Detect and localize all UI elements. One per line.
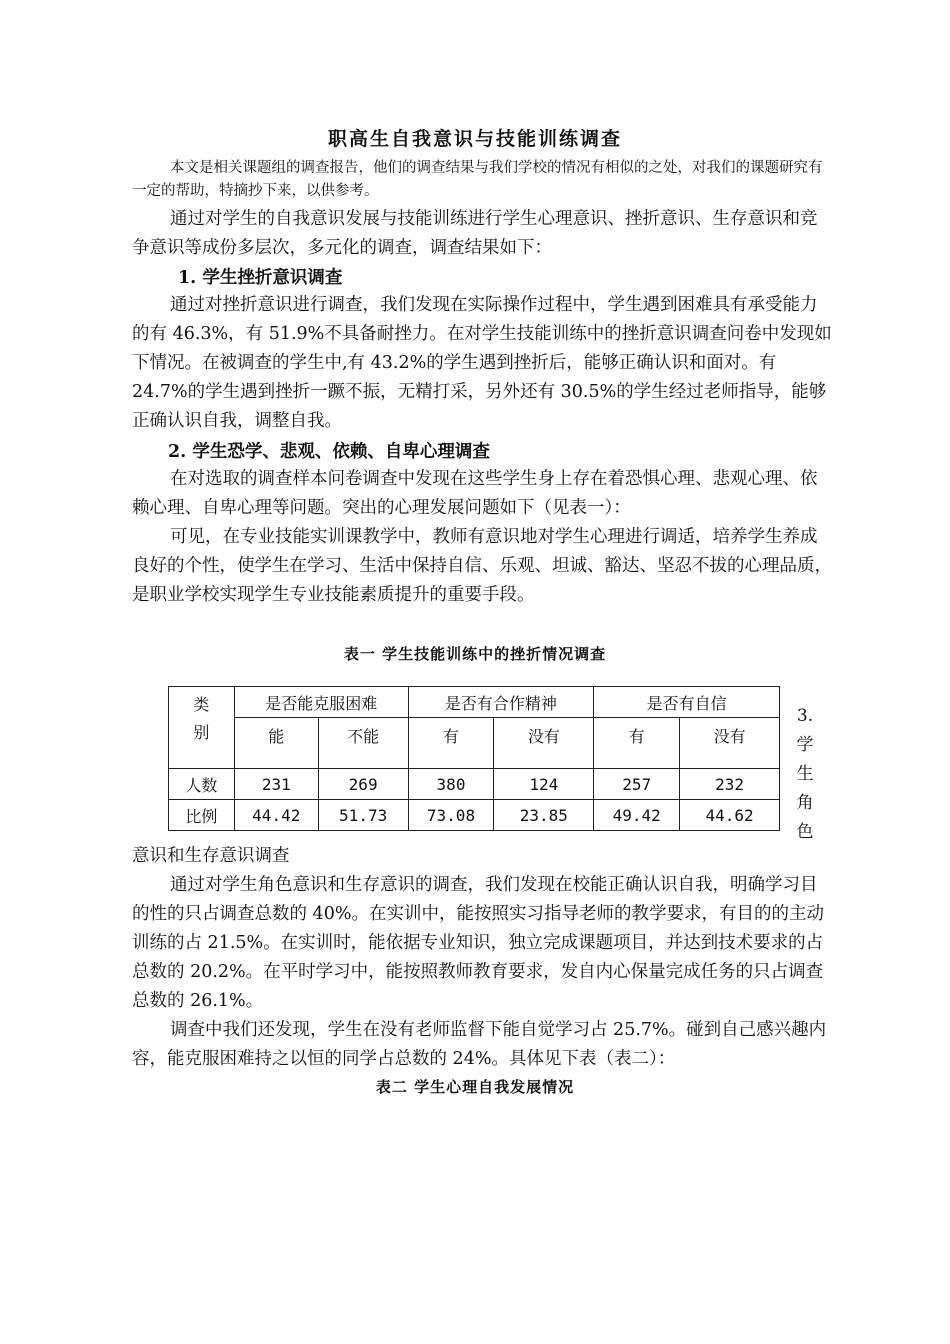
table-cell: 23.85 xyxy=(494,800,594,831)
overview-paragraph: 通过对学生的自我意识发展与技能训练进行学生心理意识、挫折意识、生存意识和竞争意识等成份多层次，多元化的调查，调查结果如下： xyxy=(132,209,818,258)
intro-note: 本文是相关课题组的调查报告，他们的调查结果与我们学校的情况有相似的之处，对我们的课题研究有一定的帮助，特摘抄下来，以供参考。 xyxy=(132,160,823,199)
row-label: 比例 xyxy=(169,800,235,831)
section-2-text-2: 可见，在专业技能实训课教学中，教师有意识地对学生心理进行调适，培养学生养成良好的个性，使学生在学习、生活中保持自信、乐观、坦诚、豁达、坚忍不拔的心理品质，是职业学校实现学生专业技能素质提升的重要手段。 xyxy=(132,527,832,605)
heading-char: 3. xyxy=(796,706,814,726)
group-header: 是否有合作精神 xyxy=(408,687,594,718)
section-1-heading: 1. 学生挫折意识调查 xyxy=(178,268,343,288)
table-cell: 73.08 xyxy=(408,800,494,831)
table-row xyxy=(169,800,780,831)
sub-header: 没有 xyxy=(680,718,780,769)
heading-char: 生 xyxy=(796,764,814,784)
heading-char: 色 xyxy=(796,822,814,842)
sub-header: 有 xyxy=(408,718,494,769)
table-cell: 124 xyxy=(494,769,594,800)
table-cell: 49.42 xyxy=(594,800,680,831)
table-row xyxy=(169,769,780,800)
section-1-text: 通过对挫折意识进行调查，我们发现在实际操作过程中，学生遇到困难具有承受能力的有 46.3%，有 51.9%不具备耐挫力。在对学生技能训练中的挫折意识调查问卷中发现如下情况。在被调查的学生中,有 43.2%的学生遇到挫折后，能够正确认识和面对。有 24.7%的学生遇到挫折一蹶不振，无精打采，另外还有 30.5%的学生经过老师指导，能够正确认识自我，调整自我。 xyxy=(132,295,832,431)
sub-header: 不能 xyxy=(318,718,408,769)
sub-header: 有 xyxy=(594,718,680,769)
table-cell: 269 xyxy=(318,769,408,800)
section-3-text-2: 调查中我们还发现，学生在没有老师监督下能自觉学习占 25.7%。碰到自己感兴趣内容，能克服困难持之以恒的同学占总数的 24%。具体见下表（表二）： xyxy=(132,1020,827,1069)
section-2-heading: 2. 学生恐学、悲观、依赖、自卑心理调查 xyxy=(168,442,490,462)
category-label-part: 别 xyxy=(193,723,210,742)
table-cell: 51.73 xyxy=(318,800,408,831)
table-1-caption: 表一 学生技能训练中的挫折情况调查 xyxy=(343,645,607,663)
group-header: 是否有自信 xyxy=(594,687,780,718)
sub-header: 能 xyxy=(234,718,318,769)
table-cell: 232 xyxy=(680,769,780,800)
section-3-heading-rest: 意识和生存意识调查 xyxy=(132,846,290,866)
table-2-caption: 表二 学生心理自我发展情况 xyxy=(375,1078,575,1096)
table-cell: 257 xyxy=(594,769,680,800)
category-label-part: 类 xyxy=(193,695,210,714)
heading-char: 学 xyxy=(796,735,814,755)
section-3-text-1: 通过对学生角色意识和生存意识的调查，我们发现在校能正确认识自我，明确学习目的性的只占调查总数的 40%。在实训中，能按照实习指导老师的教学要求，有目的的主动训练的占 21.5%。在实训时，能依据专业知识，独立完成课题项目，并达到技术要求的占总数的 20.2%。在平时学习中，能按照教师教育要求，发自内心保量完成任务的只占调查总数的 26.1%。 xyxy=(132,875,824,1011)
heading-char: 角 xyxy=(796,793,814,813)
table-cell: 44.42 xyxy=(234,800,318,831)
table-1 xyxy=(168,686,780,831)
table-cell: 44.62 xyxy=(680,800,780,831)
table-cell: 231 xyxy=(234,769,318,800)
section-3-heading-vertical xyxy=(793,702,817,847)
section-2-text-1: 在对选取的调查样本问卷调查中发现在这些学生身上存在着恐惧心理、悲观心理、依赖心理、自卑心理等问题。突出的心理发展问题如下（见表一）： xyxy=(132,469,818,518)
table-cell: 380 xyxy=(408,769,494,800)
document-title: 职高生自我意识与技能训练调查 xyxy=(327,128,622,150)
sub-header: 没有 xyxy=(494,718,594,769)
category-header-cell xyxy=(169,687,235,769)
group-header: 是否能克服困难 xyxy=(234,687,408,718)
row-label: 人数 xyxy=(169,769,235,800)
